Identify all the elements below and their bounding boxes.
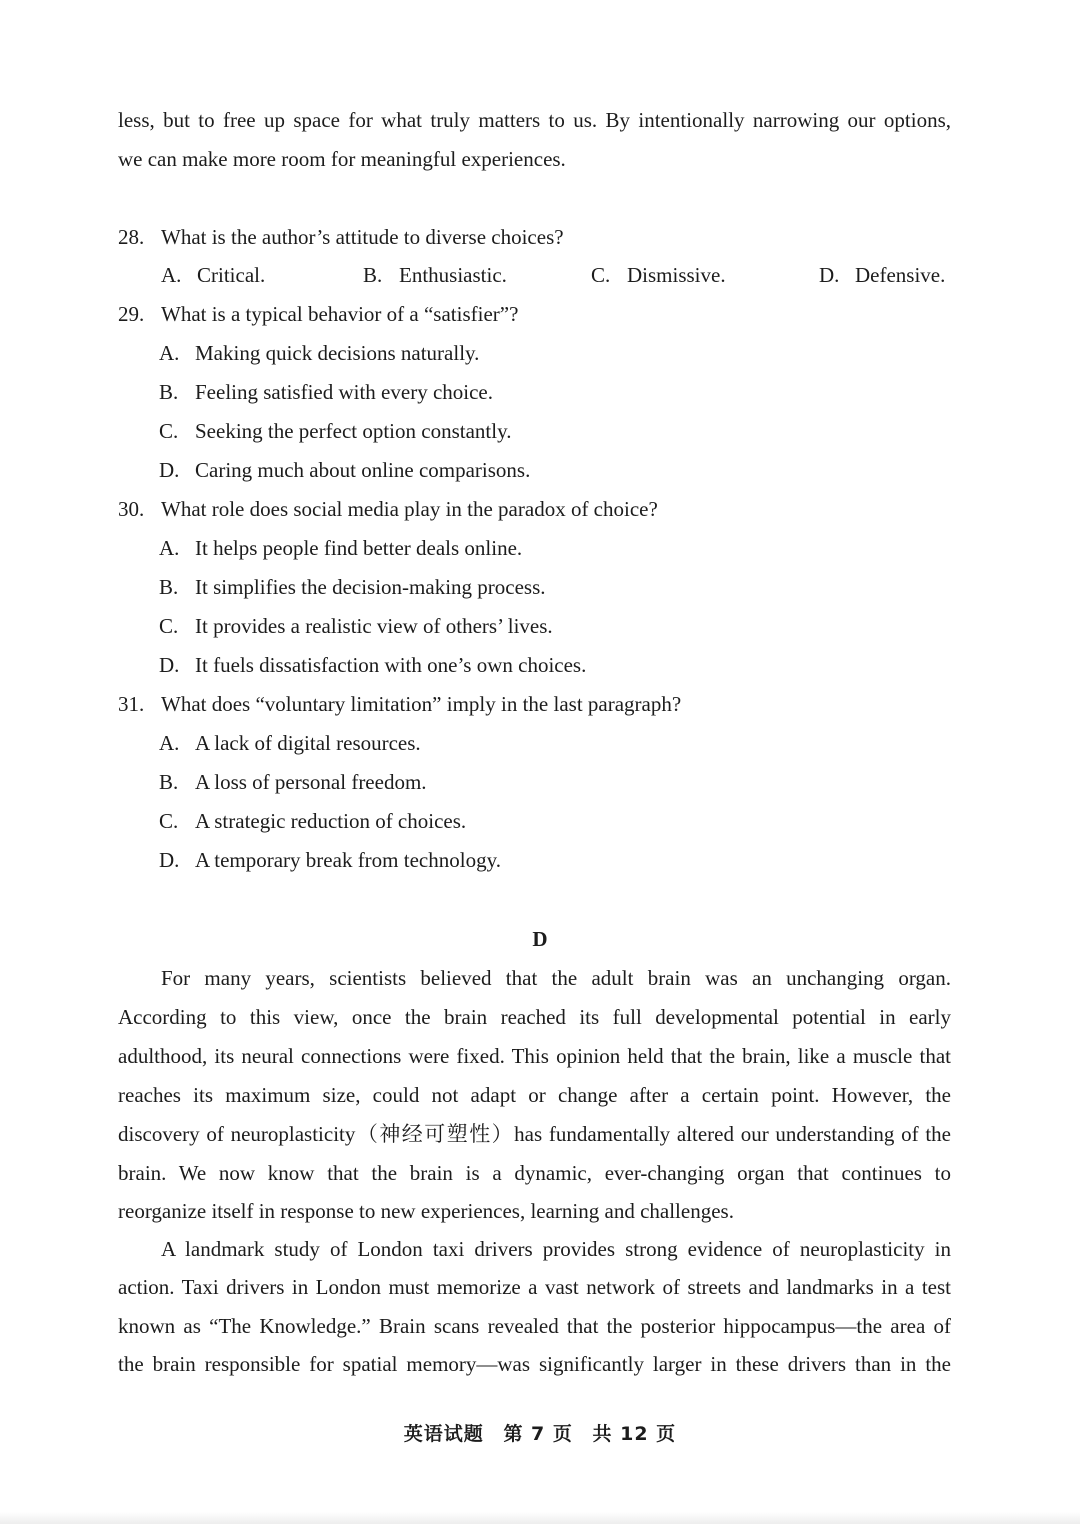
passage-line: action. Taxi drivers in London must memorize a vast network of streets and landmarks in a test — [118, 1275, 951, 1299]
passage-line: reaches its maximum size, could not adapt or change after a certain point. However, the — [118, 1083, 951, 1107]
option-a: A. A lack of digital resources. — [159, 731, 421, 755]
footer-page-number: 第 7 页 — [503, 1423, 573, 1445]
option-b: B. Enthusiastic. — [363, 263, 507, 287]
passage-line: adulthood, its neural connections were fixed. This opinion held that the brain, like a muscle that — [118, 1044, 951, 1068]
option-a: A. It helps people find better deals online. — [159, 536, 523, 560]
passage-line: reorganize itself in response to new experiences, learning and challenges. — [118, 1199, 734, 1223]
passage-line: brain. We now know that the brain is a dynamic, ever-changing organ that continues to — [118, 1161, 951, 1185]
option-d: D. A temporary break from technology. — [159, 848, 501, 872]
passage-line: known as “The Knowledge.” Brain scans revealed that the posterior hippocampus—the area of — [118, 1314, 951, 1338]
option-a: A. Critical. — [161, 263, 266, 287]
option-a: A. Making quick decisions naturally. — [159, 341, 480, 365]
option-b: B. Feeling satisfied with every choice. — [159, 380, 493, 404]
question-number: 29. — [118, 302, 145, 326]
page-footer — [0, 1421, 1080, 1447]
question-text: What is a typical behavior of a “satisfier”? — [161, 302, 519, 326]
question-number: 28. — [118, 225, 145, 249]
option-b: B. A loss of personal freedom. — [159, 770, 427, 794]
option-d: D. It fuels dissatisfaction with one’s own choices. — [159, 653, 587, 677]
passage-line: discovery of neuroplasticity（神经可塑性）has fundamentally altered our understanding of the — [118, 1122, 951, 1146]
option-b: B. It simplifies the decision-making process. — [159, 575, 546, 599]
question-text: What role does social media play in the paradox of choice? — [161, 497, 658, 521]
option-d: D. Caring much about online comparisons. — [159, 458, 531, 482]
passage-line: we can make more room for meaningful experiences. — [118, 147, 566, 171]
question-number: 30. — [118, 497, 145, 521]
question-text: What does “voluntary limitation” imply in the last paragraph? — [161, 692, 682, 716]
footer-total-pages: 共 12 页 — [592, 1423, 677, 1445]
passage-line: A landmark study of London taxi drivers provides strong evidence of neuroplasticity in — [161, 1237, 951, 1261]
option-c: C. It provides a realistic view of others’ lives. — [159, 614, 553, 638]
footer-subject: 英语试题 — [403, 1423, 484, 1445]
passage-line: For many years, scientists believed that the adult brain was an unchanging organ. — [161, 966, 951, 990]
section-heading: D — [532, 927, 548, 951]
option-c: C. A strategic reduction of choices. — [159, 809, 467, 833]
passage-line: the brain responsible for spatial memory—was significantly larger in these drivers than in the — [118, 1352, 951, 1376]
option-c: C. Seeking the perfect option constantly. — [159, 419, 512, 443]
passage-line: less, but to free up space for what truly matters to us. By intentionally narrowing our options, — [118, 108, 951, 132]
scan-edge-shadow — [0, 1512, 1080, 1524]
question-text: What is the author’s attitude to diverse choices? — [161, 225, 564, 249]
passage-line: According to this view, once the brain reached its full developmental potential in early — [118, 1005, 951, 1029]
question-number: 31. — [118, 692, 145, 716]
option-d: D. Defensive. — [819, 263, 946, 287]
option-c: C. Dismissive. — [591, 263, 726, 287]
